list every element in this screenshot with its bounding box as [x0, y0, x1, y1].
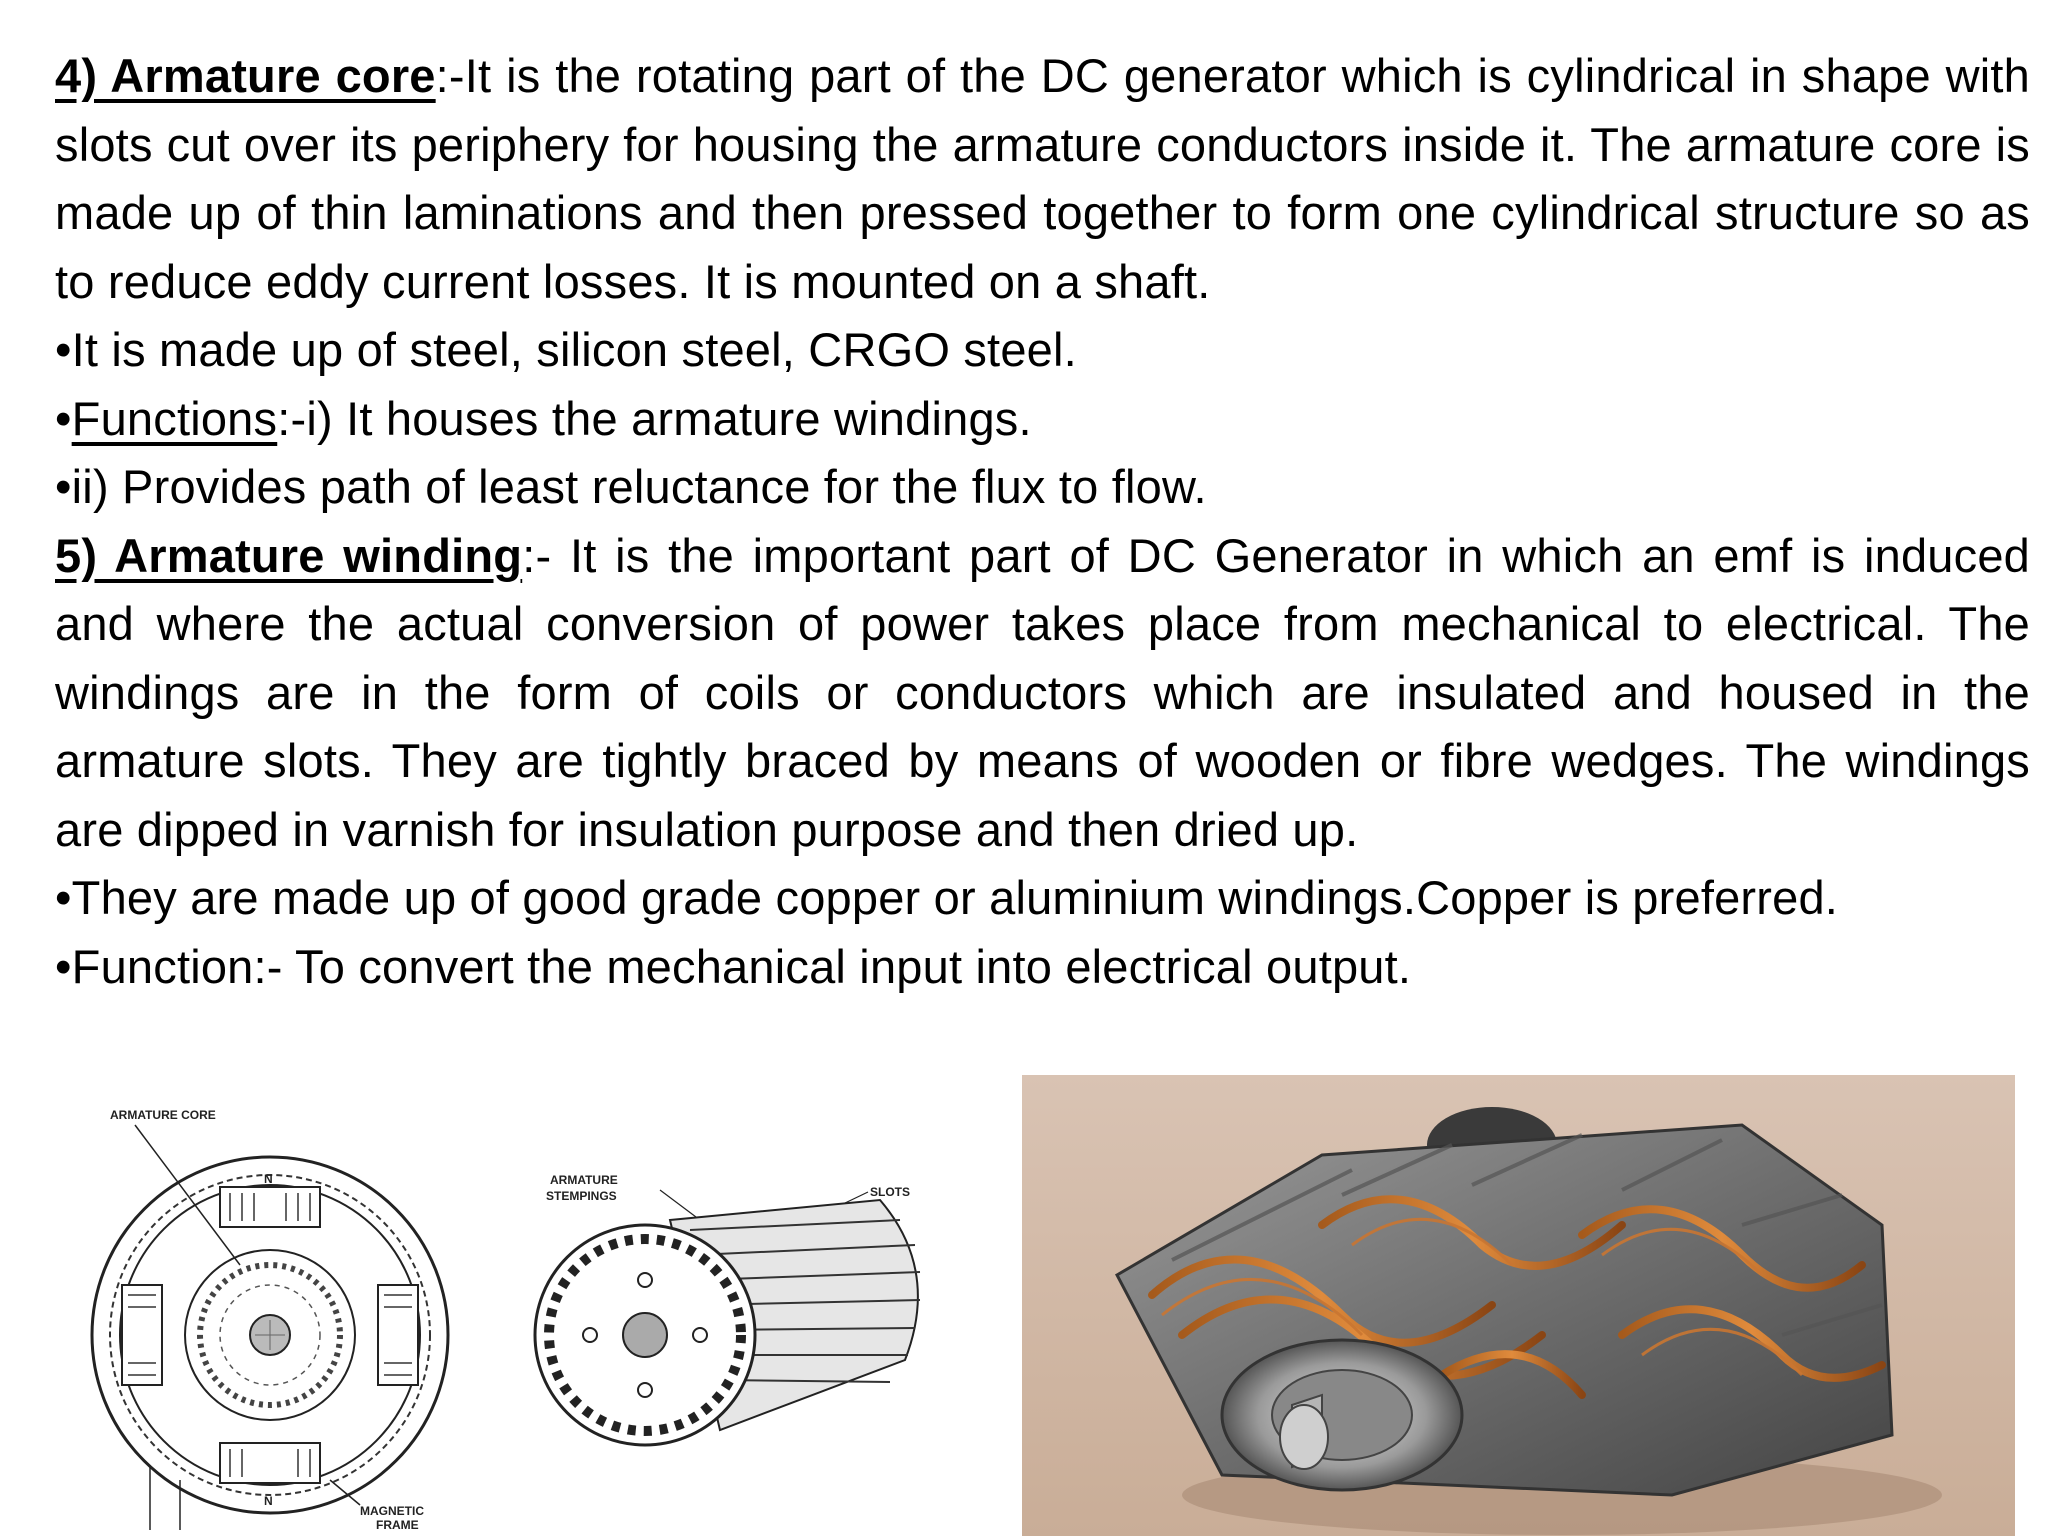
label-stempings: STEMPINGS [546, 1189, 617, 1203]
functions-label: Functions [71, 391, 278, 445]
armature-core-function-bullet-1 [55, 385, 2030, 454]
label-armature: ARMATURE [550, 1173, 618, 1187]
label-armature-core: ARMATURE CORE [110, 1108, 216, 1122]
label-frame: FRAME [376, 1518, 419, 1530]
armature-core-description: :-It is the rotating part of the DC generator which is cylindrical in shape with slots cut over its periphery for housing the armature conductors inside it. The armature core is made up of thin laminations and then pressed together to form one cylindrical structure so as to reduce eddy current losses. It is mounted on a shaft. [55, 49, 2030, 308]
armature-winding-function-bullet: •Function:- To convert the mechanical input into electrical output. [55, 939, 1412, 993]
armature-core-paragraph [55, 42, 2030, 316]
armature-winding-paragraph [55, 522, 2030, 865]
armature-core-material-bullet: •It is made up of steel, silicon steel, CRGO steel. [55, 323, 1077, 376]
label-north-bottom: N [264, 1494, 273, 1508]
armature-winding-description: :- It is the important part of DC Generator in which an emf is induced and where the actual conversion of power takes place from mechanical to electrical. The windings are in the form of coils or conductors which are insulated and housed in the armature slots. They are tightly braced by means of wooden or fibre wedges. The windings are dipped in varnish for insulation purpose and then dried up. [55, 528, 2031, 856]
armature-stampings-diagram [520, 1160, 970, 1470]
label-north-top: N [264, 1172, 273, 1186]
armature-core-heading: 4) Armature core [55, 49, 436, 102]
label-magnetic: MAGNETIC [360, 1504, 424, 1518]
armature-core-diagram [60, 1085, 480, 1530]
armature-winding-photo [1022, 1075, 2015, 1536]
armature-core-function-bullet-2: •ii) Provides path of least reluctance for the flux to flow. [55, 460, 1207, 513]
slide-text [55, 42, 2030, 1001]
armature-winding-heading: 5) Armature winding [55, 528, 523, 582]
bullet-mark: • [55, 391, 72, 445]
label-slots: SLOTS [870, 1185, 911, 1199]
armature-winding-material-bullet: •They are made up of good grade copper or aluminium windings.Copper is preferred. [55, 871, 1839, 924]
functions-text: :-i) It houses the armature windings. [277, 391, 1032, 445]
